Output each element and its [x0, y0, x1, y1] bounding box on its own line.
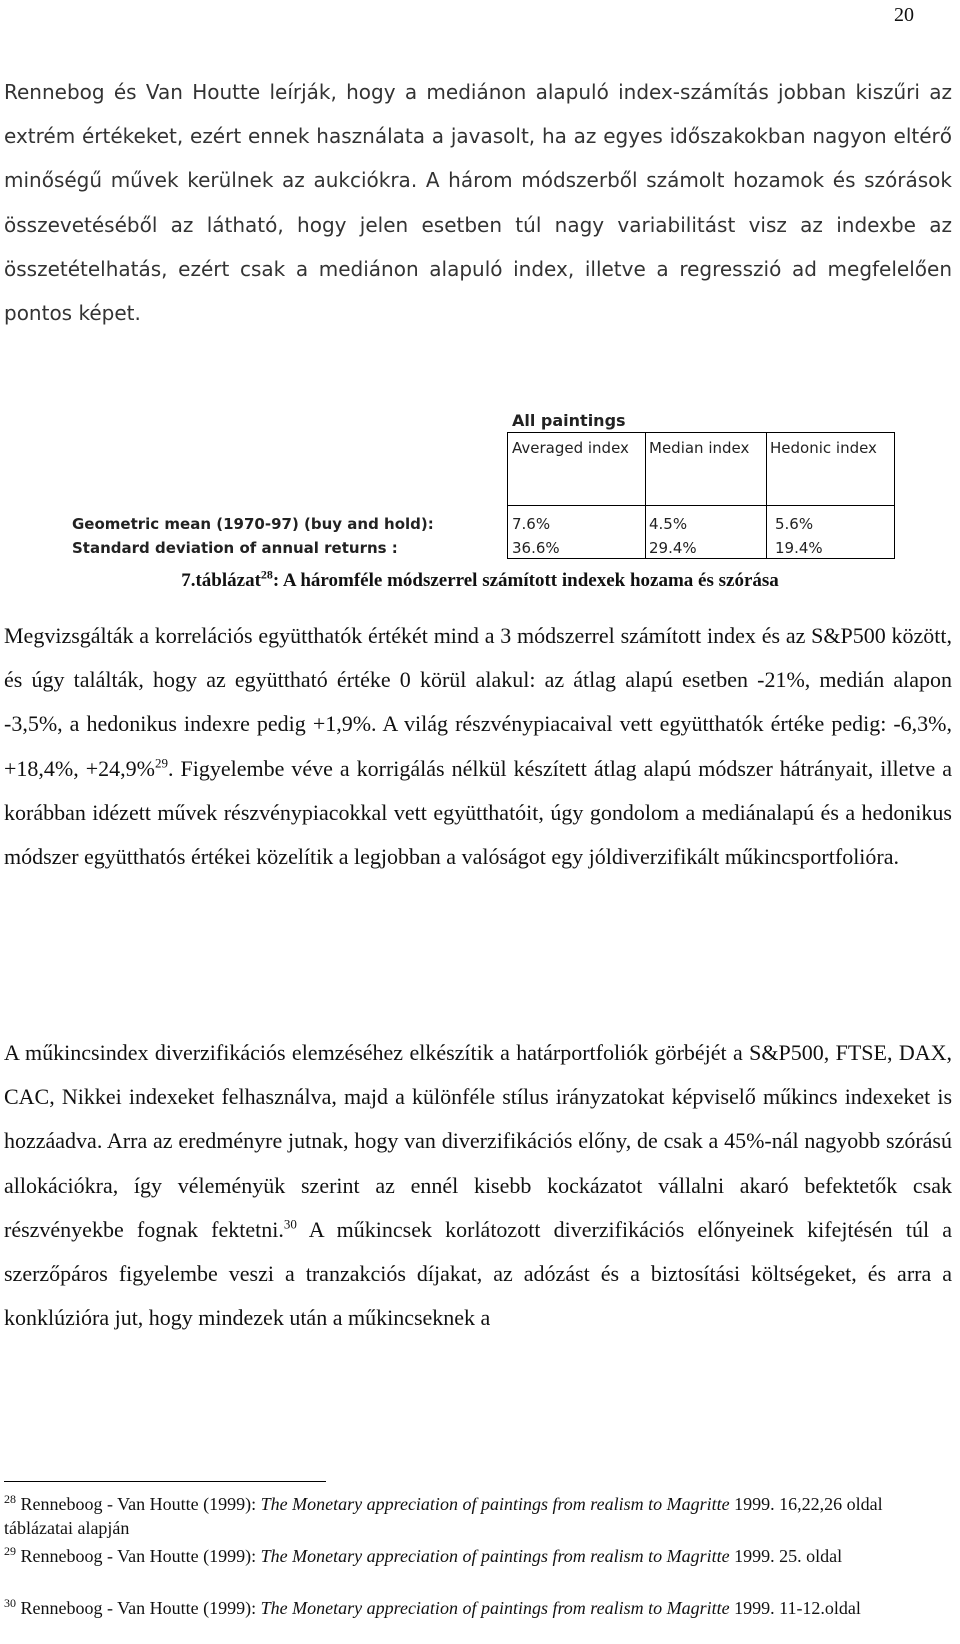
paragraph-correlation-text-a: Megvizsgálták a korrelációs együtthatók értékét mind a 3 módszerrel számított index és az S&P500 között, és úgy találták, hogy az együttható értéke 0 körül alakul: az átlag alapú esetben -21%, medián alapon -3,5%, a hedonikus indexre pedig +1,9%. A világ részvénypiacaival vett együtthatók értéke pedig: -6,3%, +18,4%, +24,9%	[4, 623, 952, 781]
table-cell-stdev-averaged: 36.6%	[512, 539, 560, 557]
footnote-number: 30	[4, 1596, 16, 1610]
footnote-29	[4, 1544, 952, 1568]
table-header-median: Median index	[649, 439, 750, 457]
footnote-28	[4, 1492, 952, 1540]
caption-footnote-ref: 28	[260, 567, 273, 582]
paragraph-correlation	[4, 614, 952, 879]
table-rule-right	[894, 432, 895, 558]
paragraph-intro: Rennebog és Van Houtte leírják, hogy a mediánon alapuló index-számítás jobban kiszűri az extrém értékeket, ezért ennek használata a javasolt, ha az egyes időszakokban nagyon eltérő minőségű művek kerülnek az aukciókra. A három módszerből számolt hozamok és szórások összevetéséből az látható, hogy jelen esetben túl nagy variabilitást visz az indexbe az összetételhatás, ezért csak a mediánon alapuló index, illetve a regresszió ad megfelelően pontos képet.	[4, 80, 952, 326]
footnote-title: The Monetary appreciation of paintings from realism to Magritte	[260, 1598, 730, 1618]
table-rule-mid	[507, 505, 895, 506]
footnote-number: 29	[4, 1544, 16, 1558]
footnote-number: 28	[4, 1492, 16, 1506]
paragraph-diversification-text-a: A műkincsindex diverzifikációs elemzéséhez elkészítik a határportfoliók görbéjét a S&P500, FTSE, DAX, CAC, Nikkei indexeket felhasználva, majd a különféle stílus irányzatokat képviselő műkincs indexeket is hozzáadva. Arra az eredményre jutnak, hogy van diverzifikációs előny, de csak a 45%-nál nagyobb szórású allokációkra, így véleményük szerint az ennél kisebb kockázatot vállalni akaró befektetők csak részvényekbe fognak fektetni.	[4, 1040, 952, 1242]
footnote-author: Renneboog - Van Houtte (1999):	[16, 1546, 261, 1566]
footnote-author: Renneboog - Van Houtte (1999):	[16, 1494, 261, 1514]
footnote-title: The Monetary appreciation of paintings from realism to Magritte	[260, 1494, 730, 1514]
table-header-hedonic: Hedonic index	[770, 439, 877, 457]
table-rule-bottom	[507, 558, 895, 559]
table-cell-stdev-median: 29.4%	[649, 539, 697, 557]
paragraph-diversification	[4, 1031, 952, 1340]
table-cell-mean-hedonic: 5.6%	[775, 515, 814, 533]
table-cell-mean-median: 4.5%	[649, 515, 688, 533]
footnote-rest: 1999. 25. oldal	[729, 1546, 843, 1566]
table-caption	[0, 567, 960, 592]
table-row-label-mean: Geometric mean (1970-97) (buy and hold):	[72, 515, 434, 533]
footnote-rest: 1999. 16,22,26 oldal táblázatai alapján	[4, 1494, 883, 1538]
footnote-30	[4, 1596, 952, 1620]
footnote-ref-29: 29	[154, 755, 168, 771]
footnote-author: Renneboog - Van Houtte (1999):	[16, 1598, 261, 1618]
table-rule-col2	[766, 432, 767, 558]
table-rule-col1	[645, 432, 646, 558]
table-cell-stdev-hedonic: 19.4%	[775, 539, 823, 557]
table-header-averaged: Averaged index	[512, 439, 629, 457]
caption-text: : A háromféle módszerrel számított indexek hozama és szórása	[272, 570, 779, 591]
paragraph-correlation-text-b: . Figyelembe véve a korrigálás nélkül készített átlag alapú módszer hátrányait, illetve a korábban idézett művek részvénypiacokkal vett együtthatóit, úgy gondolom a mediánalapú és a hedonikus módszer együtthatós értékei közelítik a legjobban a valóságot egy jóldiverzifikált műkincsportfolióra.	[4, 755, 953, 870]
page-number: 20	[894, 4, 914, 26]
footnote-ref-30: 30	[283, 1216, 297, 1232]
table-title: All paintings	[512, 411, 626, 430]
table-row-label-stdev: Standard deviation of annual returns :	[72, 539, 398, 557]
table-rule-left	[507, 432, 508, 558]
caption-prefix: 7.táblázat	[181, 570, 261, 591]
table-cell-mean-averaged: 7.6%	[512, 515, 551, 533]
footnote-separator	[4, 1481, 326, 1482]
footnote-title: The Monetary appreciation of paintings from realism to Magritte	[260, 1546, 730, 1566]
footnote-rest: 1999. 11-12.oldal	[729, 1598, 861, 1618]
paragraph-diversification-text-b: A műkincsek korlátozott diverzifikációs előnyeinek kifejtésén túl a szerzőpáros figyelembe veszi a tranzakciós díjakat, az adózást és a biztosítási költségeket, és arra a konklúzióra jut, hogy mindezek után a műkincseknek a	[4, 1216, 953, 1331]
table-rule-top	[507, 432, 895, 433]
